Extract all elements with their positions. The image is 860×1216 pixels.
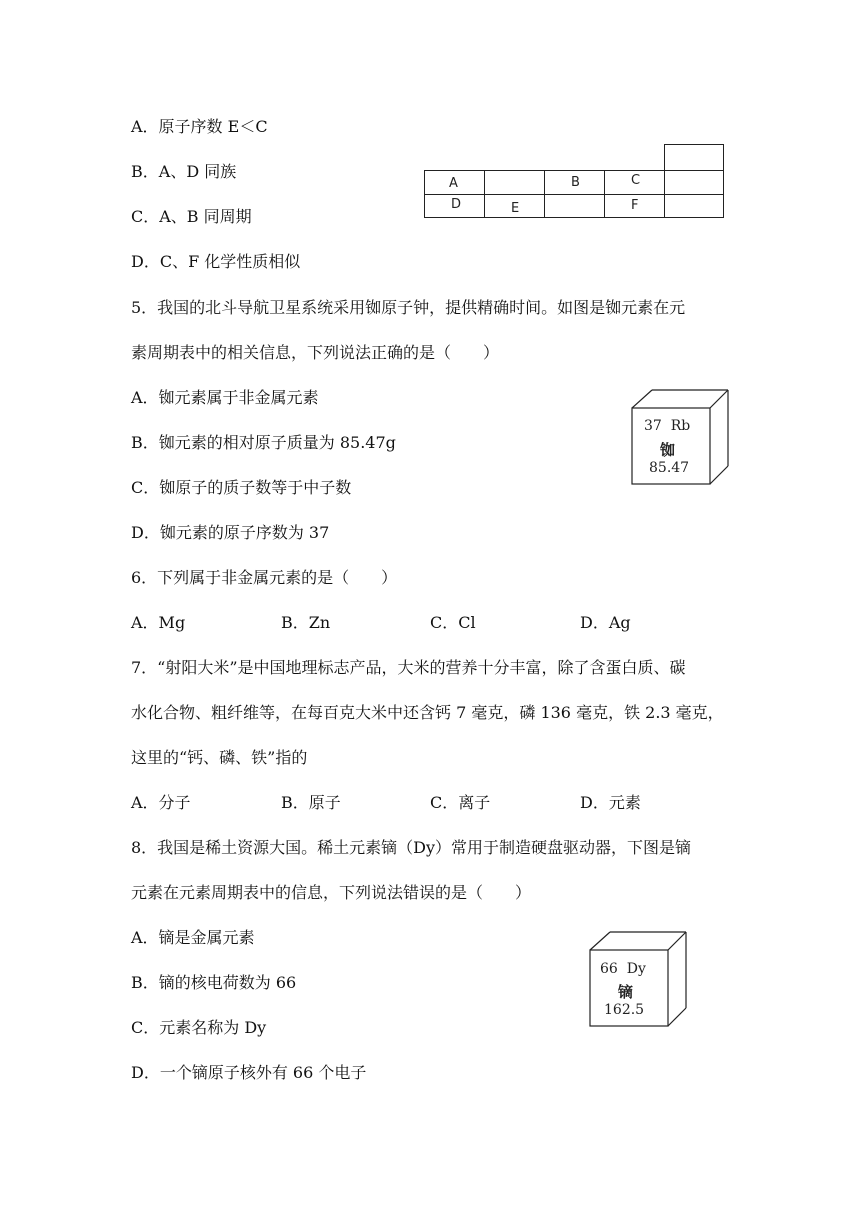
table-cell-a: A <box>424 170 485 195</box>
table-cell-c: C <box>604 170 665 195</box>
table-cell-empty-2 <box>664 170 724 195</box>
q5-option-a: A．铷元素属于非金属元素 <box>131 388 319 407</box>
dy-symbol: Dy <box>626 961 646 977</box>
q5-stem-line-2: 素周期表中的相关信息，下列说法正确的是（ ） <box>131 343 500 362</box>
dy-atomic-number: 66 <box>600 961 618 977</box>
q8-stem-line-2: 元素在元素周期表中的信息，下列说法错误的是（ ） <box>131 883 532 902</box>
q4-option-d: D．C、F 化学性质相似 <box>131 252 301 271</box>
dy-atomic-mass: 162.5 <box>604 1002 645 1018</box>
table-cell-e: E <box>484 194 545 218</box>
q4-option-b: B．A、D 同族 <box>131 162 237 181</box>
rubidium-element-card <box>630 388 730 486</box>
q6-option-c: C．Cl <box>430 613 476 632</box>
rb-name: 铷 <box>660 441 676 459</box>
q6-stem: 6．下列属于非金属元素的是（ ） <box>131 568 398 587</box>
table-cell-f: F <box>604 194 665 218</box>
q8-option-c: C．元素名称为 Dy <box>131 1018 267 1037</box>
q6-option-a: A．Mg <box>131 613 186 632</box>
q4-option-c: C．A、B 同周期 <box>131 207 252 226</box>
q5-stem-line-1: 5．我国的北斗导航卫星系统采用铷原子钟，提供精确时间。如图是铷元素在元 <box>131 298 686 317</box>
q4-option-a: A．原子序数 E＜C <box>131 117 268 136</box>
q5-option-d: D．铷元素的原子序数为 37 <box>131 523 330 542</box>
q6-option-b: B．Zn <box>281 613 331 632</box>
q5-option-b: B．铷元素的相对原子质量为 85.47g <box>131 433 396 452</box>
q7-option-d: D．元素 <box>580 793 641 812</box>
q7-stem-line-1: 7．“射阳大米”是中国地理标志产品，大米的营养十分丰富，除了含蛋白质、碳 <box>131 658 686 677</box>
rb-symbol: Rb <box>670 418 691 434</box>
rb-atomic-mass: 85.47 <box>649 460 690 476</box>
dy-name: 镝 <box>618 983 634 1001</box>
table-cell-top <box>664 144 724 171</box>
table-cell-b: B <box>544 170 605 195</box>
q7-option-b: B．原子 <box>281 793 341 812</box>
q7-option-c: C．离子 <box>430 793 491 812</box>
q7-stem-line-2: 水化合物、粗纤维等，在每百克大米中还含钙 7 毫克，磷 136 毫克，铁 2.3 毫克， <box>131 703 724 722</box>
q8-option-b: B．镝的核电荷数为 66 <box>131 973 297 992</box>
rb-atomic-number: 37 <box>644 418 662 434</box>
dysprosium-element-card <box>588 930 688 1028</box>
table-cell-d: D <box>424 194 485 218</box>
q7-stem-line-3: 这里的“钙、磷、铁”指的 <box>131 748 308 767</box>
q6-option-d: D．Ag <box>580 613 631 632</box>
q5-option-c: C．铷原子的质子数等于中子数 <box>131 478 352 497</box>
q8-stem-line-1: 8．我国是稀土资源大国。稀土元素镝（Dy）常用于制造硬盘驱动器，下图是镝 <box>131 838 692 857</box>
q7-option-a: A．分子 <box>131 793 191 812</box>
periodic-table-fragment <box>424 144 724 218</box>
table-cell-empty-4 <box>664 194 724 218</box>
q8-option-d: D．一个镝原子核外有 66 个电子 <box>131 1063 367 1082</box>
table-cell-empty-3 <box>544 194 605 218</box>
q8-option-a: A．镝是金属元素 <box>131 928 255 947</box>
table-cell-empty-1 <box>484 170 545 195</box>
